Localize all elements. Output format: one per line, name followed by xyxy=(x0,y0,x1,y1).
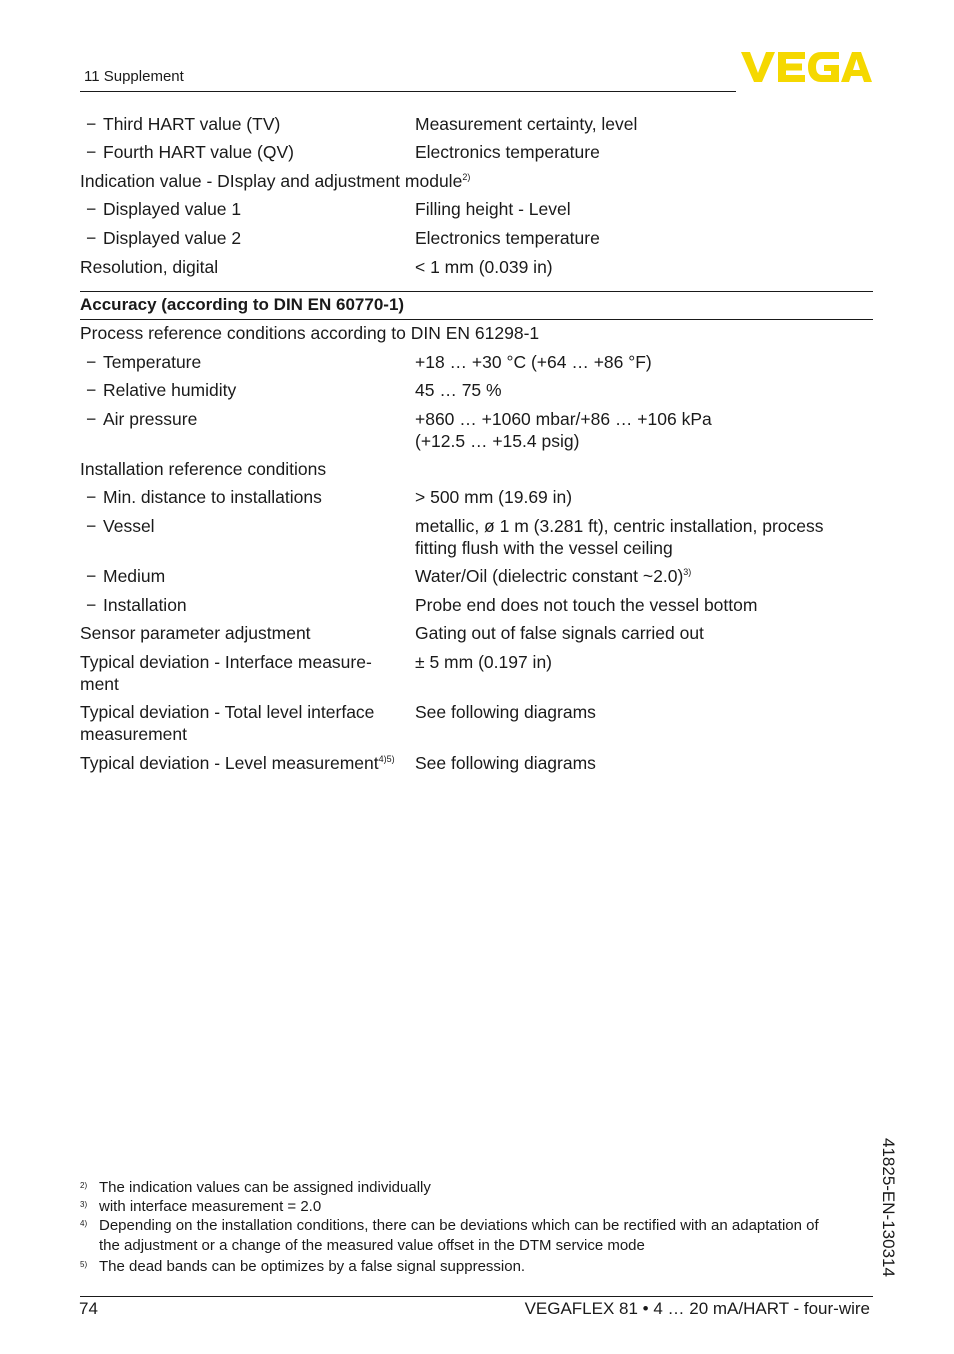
row-label-line2: ment xyxy=(80,674,119,694)
row-label: Vessel xyxy=(103,516,155,536)
row-value: < 1 mm (0.039 in) xyxy=(415,257,553,277)
row-value: > 500 mm (19.69 in) xyxy=(415,487,573,507)
footnote-number: 5) xyxy=(80,1260,88,1269)
row-value: See following diagrams xyxy=(415,702,596,722)
section-rule-bottom xyxy=(80,319,873,320)
dash-bullet: − xyxy=(86,380,97,400)
row-label: Min. distance to installations xyxy=(103,487,322,507)
section-title-accuracy: Accuracy (according to DIN EN 60770-1) xyxy=(80,295,405,314)
footnote-text: with interface measurement = 2.0 xyxy=(99,1198,322,1215)
footnote-number: 3) xyxy=(80,1200,88,1209)
footnote-text: The dead bands can be optimizes by a false signal suppression. xyxy=(99,1258,526,1275)
row-label-line2: measurement xyxy=(80,724,187,744)
dash-bullet: − xyxy=(86,352,97,372)
row-value: ± 5 mm (0.197 in) xyxy=(415,652,553,672)
row-label: Resolution, digital xyxy=(80,257,219,277)
row-label: Typical deviation - Interface measure- xyxy=(80,652,372,672)
row-value: Electronics temperature xyxy=(415,142,600,162)
page-number: 74 xyxy=(79,1299,98,1318)
header-rule xyxy=(80,91,736,92)
row-label: Sensor parameter adjustment xyxy=(80,623,311,643)
row-label: Indication value - DIsplay and adjustment module xyxy=(80,171,463,191)
row-label: Medium xyxy=(103,566,166,586)
row-label: Temperature xyxy=(103,352,202,372)
row-value: 45 … 75 % xyxy=(415,380,502,400)
row-label: Fourth HART value (QV) xyxy=(103,142,294,162)
row-label: Typical deviation - Level measurement xyxy=(80,753,379,773)
footnote-text-line2: the adjustment or a change of the measured value offset in the DTM service mode xyxy=(99,1237,645,1254)
footnote-text: Depending on the installation conditions, there can be deviations which can be rectified with an adaptation of xyxy=(99,1217,819,1234)
vega-logo xyxy=(741,50,873,89)
dash-bullet: − xyxy=(86,595,97,615)
row-value: Gating out of false signals carried out xyxy=(415,623,704,643)
row-label: Typical deviation - Total level interface xyxy=(80,702,375,722)
row-value: metallic, ø 1 m (3.281 ft), centric installation, process xyxy=(415,516,824,536)
dash-bullet: − xyxy=(86,487,97,507)
row-value-line2: (+12.5 … +15.4 psig) xyxy=(415,431,580,451)
row-value: Electronics temperature xyxy=(415,228,600,248)
footnote-ref: 2) xyxy=(462,172,471,182)
footer-rule xyxy=(80,1296,873,1297)
row-value-line2: fitting flush with the vessel ceiling xyxy=(415,538,673,558)
footnote-text: The indication values can be assigned individually xyxy=(99,1179,431,1196)
row-value: Probe end does not touch the vessel bottom xyxy=(415,595,758,615)
row-label: Third HART value (TV) xyxy=(103,114,281,134)
dash-bullet: − xyxy=(86,114,97,134)
footnote-number: 2) xyxy=(80,1181,88,1190)
row-value: +18 … +30 °C (+64 … +86 °F) xyxy=(415,352,652,372)
row-value: +860 … +1060 mbar/+86 … +106 kPa xyxy=(415,409,712,429)
row-label: Relative humidity xyxy=(103,380,237,400)
dash-bullet: − xyxy=(86,516,97,536)
vega-logo-icon xyxy=(741,50,873,84)
row-label: Air pressure xyxy=(103,409,198,429)
row-value: See following diagrams xyxy=(415,753,596,773)
row-value: Water/Oil (dielectric constant ~2.0) xyxy=(415,566,684,586)
dash-bullet: − xyxy=(86,199,97,219)
row-value: Measurement certainty, level xyxy=(415,114,638,134)
footnote-number: 4) xyxy=(80,1219,88,1228)
row-label: Installation xyxy=(103,595,187,615)
footnote-ref: 4)5) xyxy=(378,754,395,764)
section-label: 11 Supplement xyxy=(84,68,184,85)
document-number: 41825-EN-130314 xyxy=(879,1138,898,1277)
row-value: Filling height - Level xyxy=(415,199,571,219)
dash-bullet: − xyxy=(86,566,97,586)
dash-bullet: − xyxy=(86,228,97,248)
product-title: VEGAFLEX 81 • 4 … 20 mA/HART - four-wire xyxy=(524,1299,870,1318)
row-label: Displayed value 1 xyxy=(103,199,242,219)
section-rule-top xyxy=(80,291,873,292)
row-label: Displayed value 2 xyxy=(103,228,242,248)
dash-bullet: − xyxy=(86,409,97,429)
dash-bullet: − xyxy=(86,142,97,162)
footnote-ref: 3) xyxy=(683,567,692,577)
